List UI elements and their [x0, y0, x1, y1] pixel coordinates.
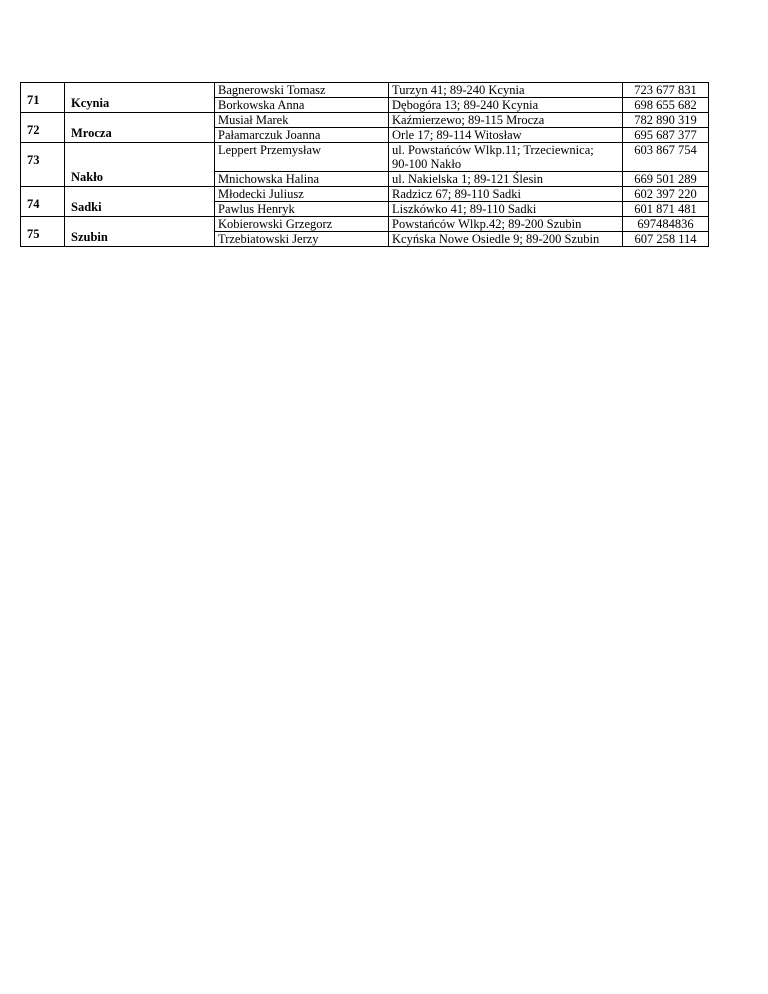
person-phone: 603 867 754 — [623, 143, 709, 172]
person-address: Kaźmierzewo; 89-115 Mrocza — [389, 113, 623, 128]
person-name: Mnichowska Halina — [215, 172, 389, 187]
person-address: ul. Nakielska 1; 89-121 Ślesin — [389, 172, 623, 187]
person-name: Pawlus Henryk — [215, 202, 389, 217]
person-address: Radzicz 67; 89-110 Sadki — [389, 187, 623, 202]
person-address — [389, 143, 623, 172]
person-phone: 697484836 — [623, 217, 709, 232]
person-phone: 695 687 377 — [623, 128, 709, 143]
group-number: 73 — [21, 143, 65, 187]
group-number: 75 — [21, 217, 65, 247]
table-row — [21, 83, 709, 98]
person-phone: 698 655 682 — [623, 98, 709, 113]
person-name: Bagnerowski Tomasz — [215, 83, 389, 98]
person-phone: 782 890 319 — [623, 113, 709, 128]
person-phone: 669 501 289 — [623, 172, 709, 187]
person-name: Trzebiatowski Jerzy — [215, 232, 389, 247]
group-number: 72 — [21, 113, 65, 143]
person-address: Powstańców Wlkp.42; 89-200 Szubin — [389, 217, 623, 232]
person-address: Liszkówko 41; 89-110 Sadki — [389, 202, 623, 217]
person-phone: 602 397 220 — [623, 187, 709, 202]
person-name: Pałamarczuk Joanna — [215, 128, 389, 143]
person-name: Musiał Marek — [215, 113, 389, 128]
person-phone: 723 677 831 — [623, 83, 709, 98]
group-number: 74 — [21, 187, 65, 217]
person-name: Młodecki Juliusz — [215, 187, 389, 202]
table-row — [21, 113, 709, 128]
person-address: Dębogóra 13; 89-240 Kcynia — [389, 98, 623, 113]
contacts-table — [20, 82, 709, 247]
gmina-name: Szubin — [65, 217, 215, 247]
table-row — [21, 143, 709, 172]
address-line-2: 90-100 Nakło — [392, 157, 462, 171]
table-row — [21, 217, 709, 232]
address-line-1: ul. Powstańców Wlkp.11; Trzeciewnica; — [392, 143, 594, 157]
gmina-name: Nakło — [65, 143, 215, 187]
person-name: Kobierowski Grzegorz — [215, 217, 389, 232]
gmina-name: Kcynia — [65, 83, 215, 113]
group-number: 71 — [21, 83, 65, 113]
person-address: Kcyńska Nowe Osiedle 9; 89-200 Szubin — [389, 232, 623, 247]
person-name: Leppert Przemysław — [215, 143, 389, 172]
table-row — [21, 187, 709, 202]
person-phone: 607 258 114 — [623, 232, 709, 247]
gmina-name: Sadki — [65, 187, 215, 217]
person-address: Turzyn 41; 89-240 Kcynia — [389, 83, 623, 98]
person-address: Orle 17; 89-114 Witosław — [389, 128, 623, 143]
person-phone: 601 871 481 — [623, 202, 709, 217]
person-name: Borkowska Anna — [215, 98, 389, 113]
gmina-name: Mrocza — [65, 113, 215, 143]
